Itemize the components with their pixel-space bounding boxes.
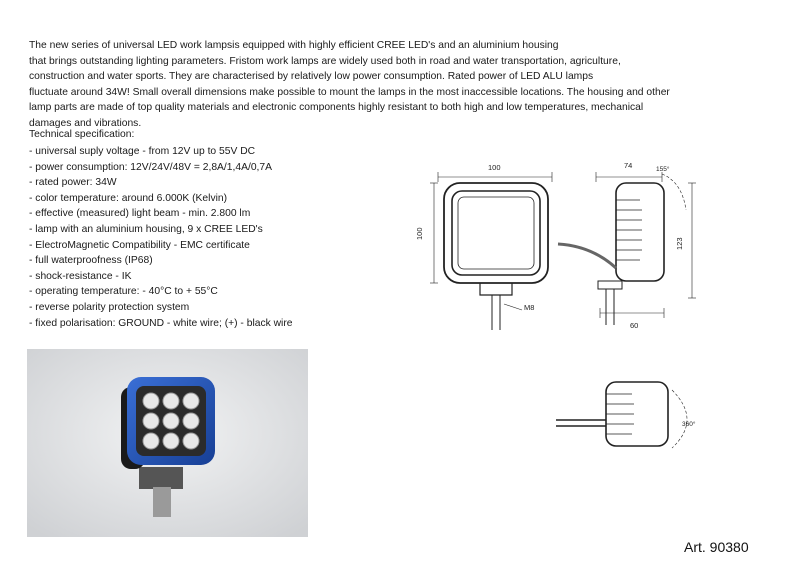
dim-front-height: 100: [415, 227, 424, 240]
intro-line: that brings outstanding lighting parameters. Fristom work lamps are widely used both in road and water transportation, agriculture,: [29, 55, 621, 67]
technical-drawing: [410, 150, 700, 450]
dim-mount-thread: M8: [524, 303, 535, 312]
spec-item: - lamp with an aluminium housing, 9 x CREE LED's: [29, 222, 293, 238]
work-lamp-image: [27, 349, 308, 537]
dim-side-height: 123: [675, 237, 684, 250]
product-photo: [27, 349, 308, 537]
spec-item: - universal suply voltage - from 12V up to 55V DC: [29, 144, 293, 160]
spec-item: - reverse polarity protection system: [29, 300, 293, 316]
top-view: [556, 382, 687, 448]
intro-text: [29, 38, 749, 131]
spec-item: - shock-resistance - IK: [29, 269, 293, 285]
intro-line: The new series of universal LED work lampsis equipped with highly efficient CREE LED's and an aluminium housing: [29, 40, 559, 51]
intro-line: fluctuate around 34W! Small overall dimensions make possible to mount the lamps in the most inaccessible locations. The housing and other: [29, 86, 670, 98]
spec-list: [29, 144, 293, 331]
dim-front-width: 100: [488, 163, 501, 172]
article-number: Art. 90380: [684, 539, 749, 555]
spec-item: - ElectroMagnetic Compatibility - EMC certificate: [29, 238, 293, 254]
spec-item: - effective (measured) light beam - min. 2.800 lm: [29, 206, 293, 222]
dim-side-depth: 74: [624, 161, 633, 170]
dim-base-width: 60: [630, 321, 639, 330]
spec-title: Technical specification:: [29, 129, 135, 140]
dim-tilt-angle: 155°: [656, 166, 670, 173]
intro-line: construction and water sports. They are characterised by relatively low power consumption. Rated power of LED ALU lamps: [29, 71, 594, 82]
intro-line: damages and vibrations.: [29, 117, 142, 129]
spec-item: - fixed polarisation: GROUND - white wire; (+) - black wire: [29, 316, 293, 332]
spec-item: - power consumption: 12V/24V/48V = 2,8A/1,4A/0,7A: [29, 160, 293, 176]
intro-line: lamp parts are made of top quality materials and electronic components highly resistant to both high and low temperatures, mechanical: [29, 102, 644, 113]
spec-item: - rated power: 34W: [29, 175, 293, 191]
spec-item: - full waterproofness (IP68): [29, 253, 293, 269]
dim-rotation-angle: 360°: [682, 421, 696, 428]
spec-item: - operating temperature: - 40°C to + 55°C: [29, 284, 293, 300]
spec-item: - color temperature: around 6.000K (Kelvin): [29, 191, 293, 207]
